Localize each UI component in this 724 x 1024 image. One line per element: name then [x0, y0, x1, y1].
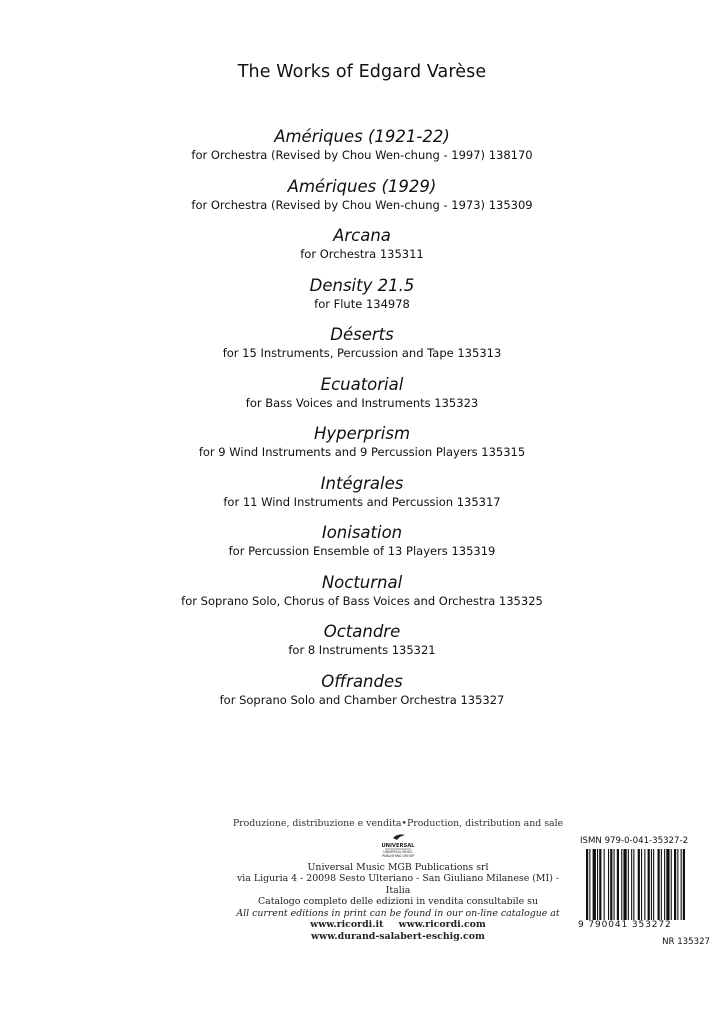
work-description: for Bass Voices and Instruments 135323 — [245, 395, 479, 410]
work-item — [0, 275, 724, 325]
work-description: for 9 Wind Instruments and 9 Percussion Players 135315 — [198, 445, 526, 459]
catalogue-note-it: Catalogo completo delle edizioni in vendita consultabile su — [257, 896, 539, 907]
work-title: Intégrales — [320, 473, 404, 493]
website-link-durand[interactable]: www.durand-salabert-eschig.com — [311, 930, 485, 942]
work-description: for Soprano Solo and Chamber Orchestra 135327 — [219, 692, 505, 707]
work-description: for Flute 134978 — [314, 296, 410, 311]
work-description: for Percussion Ensemble of 13 Players 135319 — [228, 544, 496, 558]
work-item — [0, 621, 724, 671]
barcode-digits: 9 790041 353272 — [578, 920, 710, 931]
work-item — [0, 671, 724, 721]
work-title: Density 21.5 — [309, 275, 415, 295]
work-title: Nocturnal — [321, 572, 403, 592]
work-title: Amériques (1921-22) — [274, 127, 450, 146]
works-list — [0, 126, 724, 720]
logo-subtext-2: PUBLISHING GROUP — [382, 853, 414, 858]
work-title: Ionisation — [321, 523, 403, 542]
work-description: for 8 Instruments 135321 — [288, 643, 436, 657]
work-title: Déserts — [330, 325, 394, 344]
publisher-footer — [228, 818, 568, 942]
work-description: for Orchestra (Revised by Chou Wen-chung - 1997) 138170 — [191, 148, 533, 162]
work-title: Octandre — [323, 622, 401, 641]
ismn-number: ISMN 979-0-041-35327-2 — [580, 836, 689, 846]
page-title: The Works of Edgard Varèse — [237, 62, 487, 82]
website-link-ricordi-com[interactable]: www.ricordi.com — [398, 919, 486, 930]
globe-icon — [363, 832, 433, 858]
work-item — [0, 176, 724, 226]
work-item — [0, 374, 724, 424]
work-item — [0, 522, 724, 572]
logo-subtext-1: UNIVERSAL MUSIC — [383, 849, 413, 854]
work-description: for 11 Wind Instruments and Percussion 135317 — [223, 494, 501, 509]
catalogue-number: NR 135327 — [662, 937, 710, 947]
barcode-image — [578, 849, 710, 931]
work-title: Hyperprism — [313, 424, 411, 443]
catalogue-note-en: All current editions in print can be found in our on-line catalogue at — [236, 907, 560, 919]
work-item — [0, 572, 724, 622]
website-links — [228, 919, 568, 931]
work-title: Amériques (1929) — [287, 176, 437, 196]
work-item — [0, 423, 724, 473]
work-title: Offrandes — [321, 671, 403, 691]
work-description: for Soprano Solo, Chorus of Bass Voices and Orchestra 135325 — [181, 593, 543, 608]
work-description: for Orchestra 135311 — [300, 247, 424, 261]
logo-wordmark: UNIVERSAL — [381, 842, 415, 849]
work-title: Arcana — [333, 226, 391, 245]
credits-line: Produzione, distribuzione e vendita•Production, distribution and sale — [232, 818, 564, 829]
work-item — [0, 126, 724, 176]
publisher-name: Universal Music MGB Publications srl — [307, 861, 489, 873]
website-link-ricordi-it[interactable]: www.ricordi.it — [310, 919, 384, 930]
work-description: for Orchestra (Revised by Chou Wen-chung - 1973) 135309 — [191, 197, 533, 212]
work-description: for 15 Instruments, Percussion and Tape 135313 — [222, 346, 502, 360]
barcode-block — [578, 836, 712, 947]
work-item — [0, 473, 724, 523]
universal-logo — [363, 832, 433, 858]
barcode-icon — [578, 849, 710, 931]
publisher-address: via Liguria 4 - 20098 Sesto Ulteriano - San Giuliano Milanese (MI) - Italia — [236, 873, 560, 896]
work-item — [0, 324, 724, 374]
work-title: Ecuatorial — [320, 374, 404, 394]
work-item — [0, 225, 724, 275]
